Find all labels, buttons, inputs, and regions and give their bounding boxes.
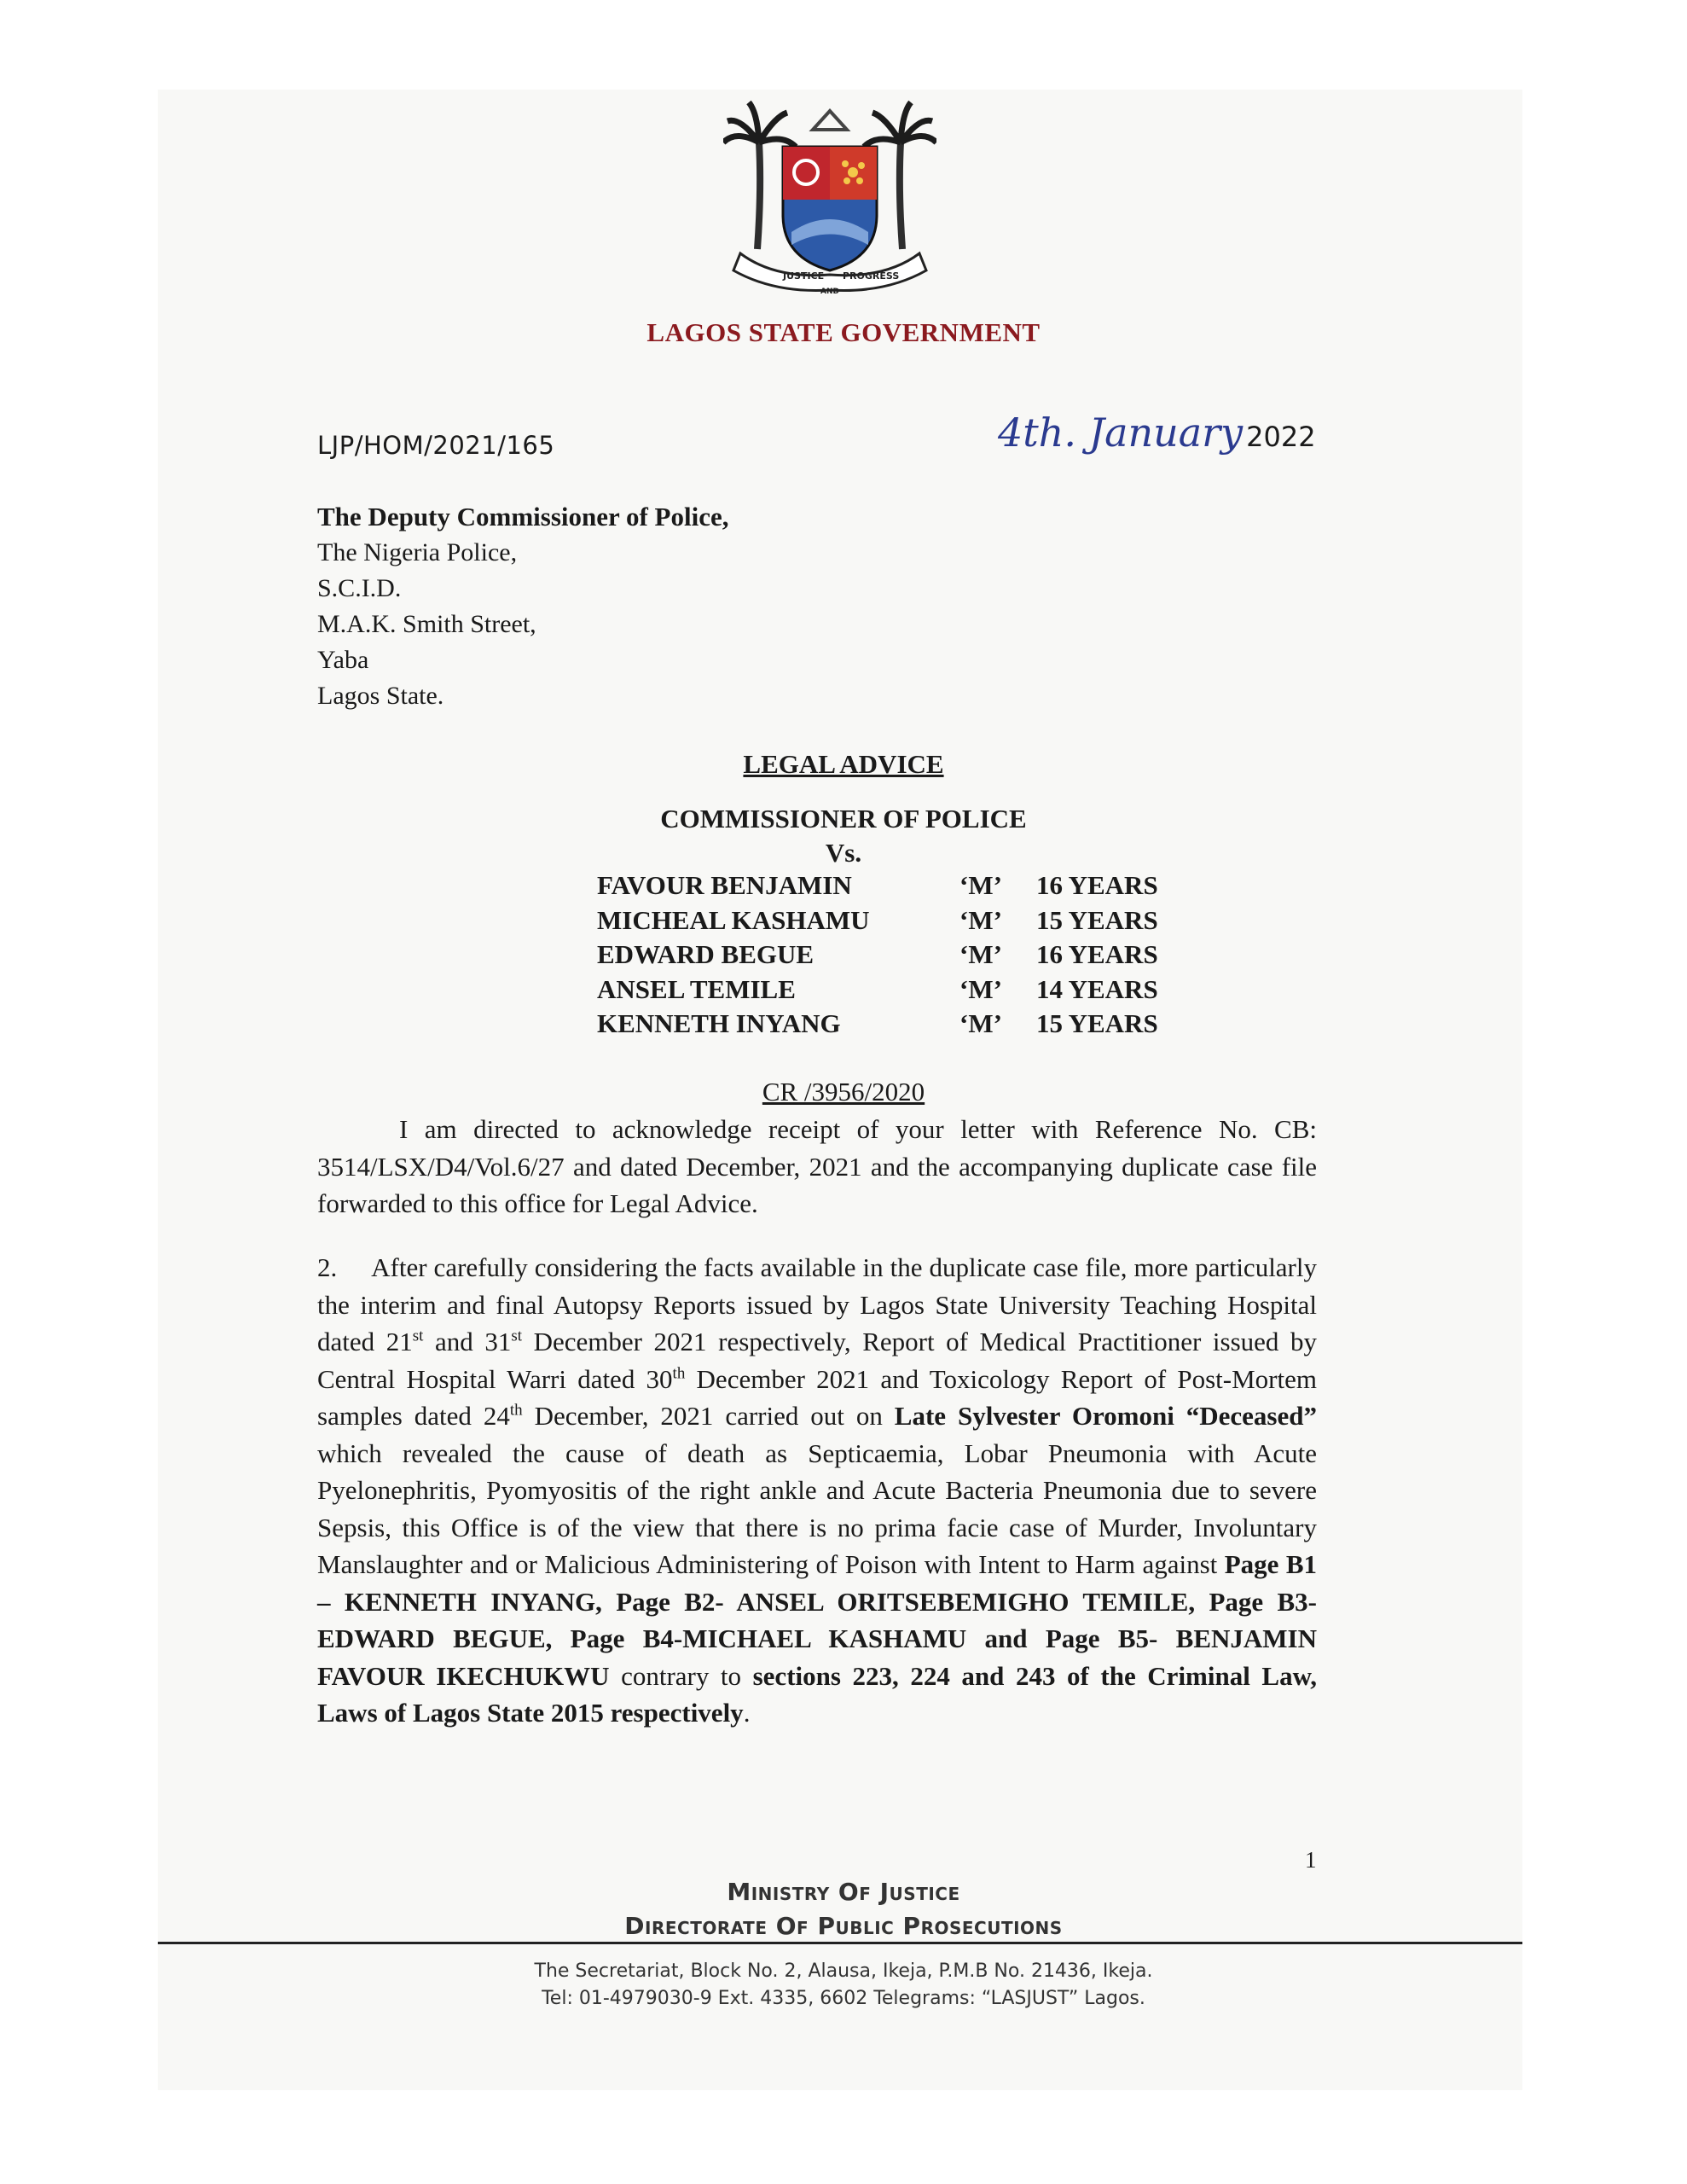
accused-sex: ‘M’	[959, 973, 1002, 1004]
complainant: COMMISSIONER OF POLICE	[660, 804, 1027, 834]
accused-sex: ‘M’	[959, 870, 1002, 900]
accused-sex: ‘M’	[959, 1008, 1002, 1038]
recipient-address	[317, 499, 728, 714]
ordinal-suffix: st	[412, 1327, 424, 1345]
ministry-name: Ministry Of Justice	[727, 1878, 960, 1906]
paragraph-text: December 2021 and Toxicology Report of Post-Mortem samples dated 24	[317, 1363, 1317, 1431]
ribbon-text-justice: JUSTICE	[783, 270, 825, 282]
law-sections: sections 223, 224 and 243 of the Criminal Law, Laws of Lagos State 2015 respectively	[317, 1660, 1318, 1728]
accused-name: KENNETH INYANG	[597, 1008, 841, 1038]
address-line: The Nigeria Police,	[317, 538, 518, 566]
page-number: 1	[1305, 1847, 1317, 1873]
document-title: LEGAL ADVICE	[743, 749, 944, 779]
accused-age: 14 YEARS	[1036, 973, 1158, 1004]
handwritten-date: 4th. January	[998, 410, 1244, 456]
reference-number: LJP/HOM/2021/165	[317, 431, 555, 460]
footer-contact	[0, 1958, 1687, 2013]
lagos-state-crest-logo	[723, 96, 936, 309]
address-line: Lagos State.	[317, 682, 444, 710]
shield-icon	[783, 147, 877, 270]
paragraph-text: which revealed the cause of death as Septicaemia, Lobar Pneumonia with Acute Pyelonephritis, Pyomyositis of the right ankle and Acute Bacteria Pneumonia due to severe Sepsis, this Office is of the view that there is no prima facie case of Murder, Involuntary Manslaughter and or Malicious Administering of Poison with Intent to Harm against	[317, 1438, 1317, 1579]
accused-row	[597, 939, 1158, 974]
ribbon-text-and: AND	[820, 288, 839, 296]
accused-age: 16 YEARS	[1036, 939, 1158, 969]
paragraph-text: contrary to	[609, 1660, 753, 1691]
accused-name: MICHEAL KASHAMU	[597, 904, 870, 935]
address-line: S.C.I.D.	[317, 574, 402, 602]
paragraph-1: I am directed to acknowledge receipt of your letter with Reference No. CB: 3514/LSX/D4/Vol.6/27 and dated December, 2021 and the accompanying duplicate case file forwarded to this office for Legal Advice.	[317, 1114, 1317, 1218]
accused-row	[597, 870, 1158, 905]
accused-sex: ‘M’	[959, 939, 1002, 969]
government-heading: LAGOS STATE GOVERNMENT	[646, 317, 1041, 347]
date-year: 2022	[1246, 421, 1316, 453]
paragraph-text: and 31	[423, 1327, 512, 1356]
paragraph-number: 2.	[317, 1252, 338, 1282]
accused-name: FAVOUR BENJAMIN	[597, 870, 852, 900]
letter-date	[998, 410, 1316, 456]
address-line: M.A.K. Smith Street,	[317, 610, 536, 638]
recipient-title: The Deputy Commissioner of Police,	[317, 502, 729, 531]
accused-list	[597, 870, 1158, 1043]
accused-row	[597, 1008, 1158, 1043]
paragraph-2	[317, 1249, 1317, 1732]
accused-name: ANSEL TEMILE	[597, 973, 796, 1004]
ribbon-text-progress: PROGRESS	[843, 270, 900, 282]
address-line: Yaba	[317, 646, 369, 674]
accused-age: 16 YEARS	[1036, 870, 1158, 900]
accused-row	[597, 974, 1158, 1009]
accused-row	[597, 905, 1158, 940]
accused-pages: Page B1 – KENNETH INYANG, Page B2- ANSEL ORITSEBEMIGHO TEMILE, Page B3- EDWARD BEGUE, Page B4-MICHAEL KASHAMU and Page B5- BENJAMIN FAVOUR IKECHUKWU	[317, 1549, 1318, 1691]
footer-divider	[158, 1942, 1522, 1944]
case-parties	[0, 802, 1687, 870]
footer-address: The Secretariat, Block No. 2, Alausa, Ikeja, P.M.B No. 21436, Ikeja.	[534, 1960, 1153, 1982]
paragraph-text: .	[743, 1698, 751, 1728]
case-number: CR /3956/2020	[762, 1077, 925, 1107]
accused-age: 15 YEARS	[1036, 1008, 1158, 1038]
deceased-name: Late Sylvester Oromoni “Deceased”	[894, 1401, 1317, 1431]
ordinal-suffix: th	[509, 1401, 523, 1420]
paragraph-text: December 2021 respectively, Report of Medical Practitioner issued by Central Hospital Warri dated 30	[317, 1327, 1317, 1394]
ordinal-suffix: st	[511, 1327, 523, 1345]
versus-label: Vs.	[825, 838, 862, 868]
accused-name: EDWARD BEGUE	[597, 939, 815, 969]
paragraph-text: After carefully considering the facts available in the duplicate case file, more particularly the interim and final Autopsy Reports issued by Lagos State University Teaching Hospital dated 21	[317, 1252, 1317, 1356]
footer-phone: Tel: 01-4979030-9 Ext. 4335, 6602 Telegrams: “LASJUST” Lagos.	[542, 1988, 1145, 2009]
ordinal-suffix: th	[672, 1364, 686, 1383]
accused-sex: ‘M’	[959, 904, 1002, 935]
paragraph-text: December, 2021 carried out on	[522, 1401, 895, 1431]
directorate-name: Directorate Of Public Prosecutions	[624, 1912, 1063, 1940]
footer-ministry	[0, 1875, 1687, 1943]
accused-age: 15 YEARS	[1036, 904, 1158, 935]
